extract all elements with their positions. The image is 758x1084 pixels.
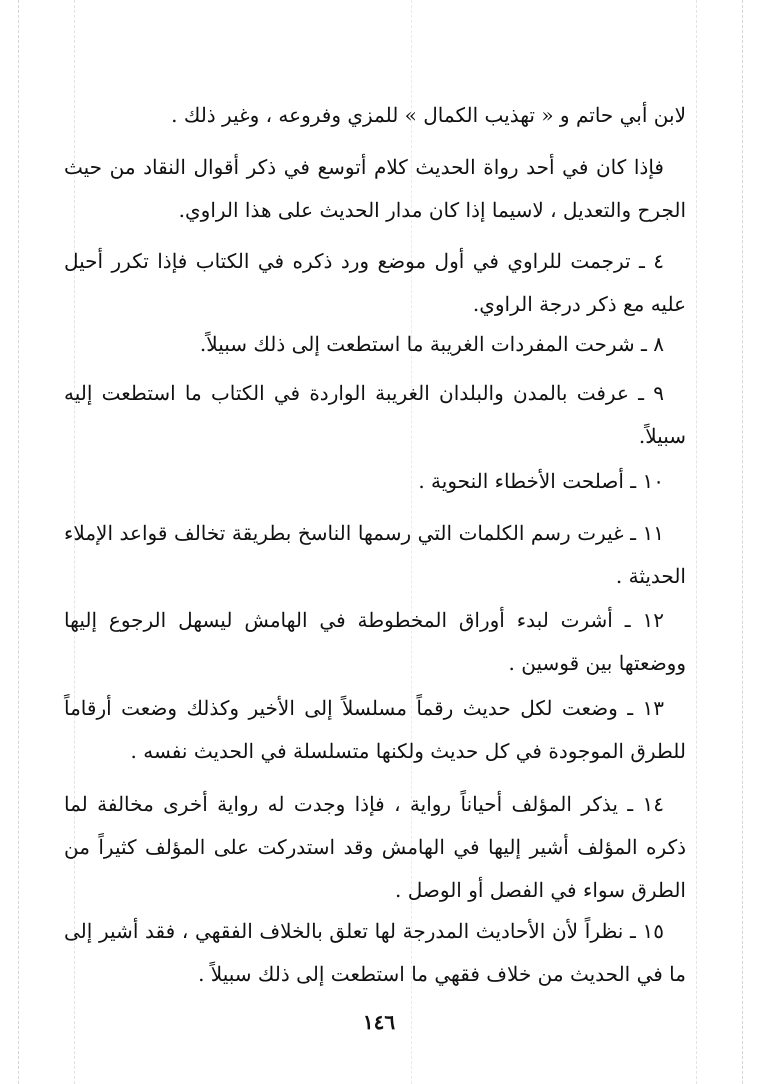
- list-item-13: [64, 687, 686, 773]
- paragraph-text: ١٤ ـ يذكر المؤلف أحياناً رواية ، فإذا وجدت له رواية أخرى مخالفة لما ذكره المؤلف أشير إليها في الهامش وقد استدركت على المؤلف كثيراً من الطرق سواء في الفصل أو الوصل .: [64, 792, 686, 902]
- scan-guide-line: [18, 0, 19, 1084]
- paragraph-text: ١٣ ـ وضعت لكل حديث رقماً مسلسلاً إلى الأخير وكذلك وضعت أرقاماً للطرق الموجودة في كل حديث ولكنها متسلسلة في الحديث نفسه .: [64, 696, 686, 763]
- list-item-14: [64, 783, 686, 912]
- paragraph-narrators: [64, 146, 686, 232]
- list-item-8: [64, 323, 686, 366]
- paragraph-text: ١٠ ـ أصلحت الأخطاء النحوية .: [418, 469, 664, 493]
- paragraph-text: لابن أبي حاتم و « تهذيب الكمال » للمزي وفروعه ، وغير ذلك .: [171, 103, 686, 127]
- paragraph-text: ١٢ ـ أشرت لبدء أوراق المخطوطة في الهامش ليسهل الرجوع إليها ووضعتها بين قوسين .: [64, 608, 686, 675]
- list-item-4: [64, 240, 686, 326]
- paragraph-text: ١١ ـ غيرت رسم الكلمات التي رسمها الناسخ بطريقة تخالف قواعد الإملاء الحديثة .: [64, 521, 686, 588]
- list-item-11: [64, 512, 686, 598]
- paragraph-continuation: [64, 94, 686, 137]
- paragraph-text: ٨ ـ شرحت المفردات الغريبة ما استطعت إلى ذلك سبيلاً.: [199, 332, 664, 356]
- list-item-10: [64, 460, 686, 503]
- paragraph-text: فإذا كان في أحد رواة الحديث كلام أتوسع في ذكر أقوال النقاد من حيث الجرح والتعديل ، لاسيما إذا كان مدار الحديث على هذا الراوي.: [64, 155, 686, 222]
- scan-guide-line: [742, 0, 743, 1084]
- list-item-12: [64, 599, 686, 685]
- list-item-15: [64, 910, 686, 996]
- paragraph-text: ١٥ ـ نظراً لأن الأحاديث المدرجة لها تعلق بالخلاف الفقهي ، فقد أشير إلى ما في الحديث من خلاف فقهي ما استطعت إلى ذلك سبيلاً .: [64, 919, 686, 986]
- paragraph-text: ٩ ـ عرفت بالمدن والبلدان الغريبة الواردة في الكتاب ما استطعت إليه سبيلاً.: [64, 381, 686, 448]
- list-item-9: [64, 372, 686, 458]
- scan-guide-line: [696, 0, 697, 1084]
- page-number: ١٤٦: [362, 1010, 396, 1034]
- paragraph-text: ٤ ـ ترجمت للراوي في أول موضع ورد ذكره في الكتاب فإذا تكرر أحيل عليه مع ذكر درجة الراوي.: [64, 249, 686, 316]
